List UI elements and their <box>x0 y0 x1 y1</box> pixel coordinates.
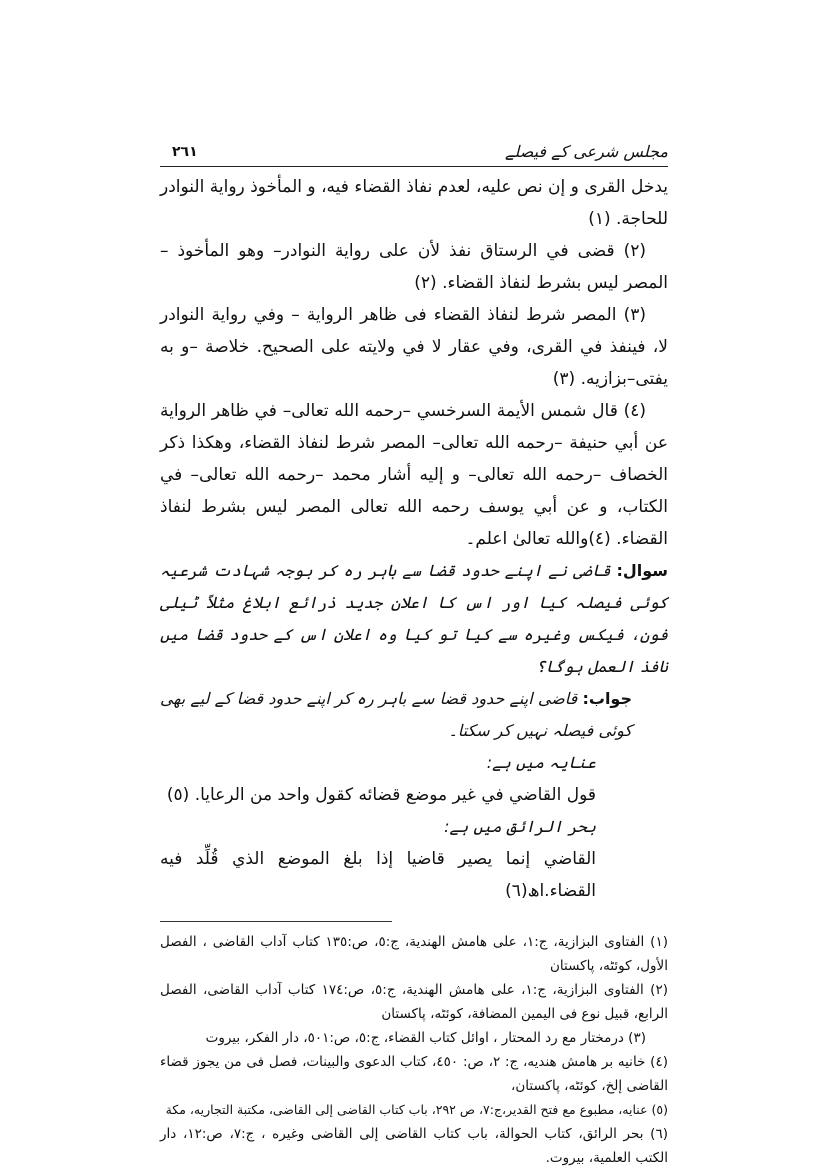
paragraph <box>160 747 668 779</box>
footnote <box>160 930 668 978</box>
page-number: ٢٦١ <box>172 144 198 160</box>
paragraph-text: بحر الرائق میں ہے: <box>444 817 596 836</box>
question-answer-label: سوال: <box>616 561 668 580</box>
paragraph <box>160 235 668 299</box>
footnote-text: (٥) عنايه، مطبوع مع فتح القدير،ج:٧، ص ٢٩٢، باب كتاب القاضى إلى القاضى، مكتبة التجاريه، مكة <box>165 1102 668 1117</box>
paragraph-text: (٣) المصر شرط لنفاذ القضاء فى ظاهر الرواية – وفي رواية النوادر لا، فينفذ في القرى، وفي عقار لا في ولايته على الصحيح. خلاصة –و به يفتى–بزازيه. (٣) <box>160 305 668 389</box>
paragraph <box>160 843 668 907</box>
footnotes <box>160 930 668 1170</box>
page <box>160 140 668 1170</box>
footnote-text: (٦) بحر الرائق، كتاب الحوالة، باب كتاب القاضى إلى القاضى وغيره ، ج:٧، ص:١٢، دار الكتب العلمية، بيروت. <box>160 1126 668 1166</box>
footnote-text: (٢) الفتاوى البزازية، ج:١، على هامش الهندية، ج:٥، ص:١٧٤ كتاب آداب القاضى، الفصل الرابع، قبيل نوع فى اليمين المضافة، كوئٹه، پاكستان <box>160 982 668 1022</box>
paragraph-text: القاضي إنما يصير قاضيا إذا بلغ الموضع الذي قُلِّد فيه القضاء.اھ(٦) <box>160 849 596 901</box>
paragraph-text: قول القاضي في غير موضع قضائه كقول واحد من الرعايا. (٥) <box>166 785 596 805</box>
paragraph-text: (٤) قال شمس الأيمة السرخسي –رحمه الله تعالى– في ظاهر الرواية عن أبي حنيفة –رحمه الله تعالى– المصر شرط لنفاذ القضاء، وهكذا ذكر الخصاف –رحمه الله تعالى– و إليه أشار محمد –رحمه الله تعالى– في الكتاب، و عن أبي يوسف رحمه الله تعالى المصر ليس بشرط لنفاذ القضاء. (٤)والله تعالیٰ اعلم۔ <box>160 401 668 549</box>
footnote-divider <box>160 921 392 922</box>
running-title: مجلس شرعی کے فیصلے <box>505 142 668 161</box>
paragraph-text: يدخل القرى و إن نص عليه، لعدم نفاذ القضاء فيه، و المأخوذ رواية النوادر للحاجة. (١) <box>160 177 668 229</box>
paragraph <box>160 171 668 235</box>
paragraph <box>160 683 668 747</box>
paragraph-text: قاضی اپنے حدود قضا سے باہر رہ کر اپنے حدود قضا کے لیے بھی کوئی فیصلہ نہیں کر سکتا۔ <box>160 689 632 740</box>
footnote <box>160 1098 668 1122</box>
paragraph <box>160 299 668 395</box>
paragraph <box>160 811 668 843</box>
paragraph <box>160 779 668 811</box>
footnote <box>160 1026 668 1050</box>
footnote <box>160 1050 668 1098</box>
paragraph-text: (٢) قضى في الرستاق نفذ لأن على رواية النوادر– وهو المأخوذ – المصر ليس بشرط لنفاذ القضاء. (٢) <box>160 241 668 293</box>
paragraph <box>160 395 668 555</box>
footnote-text: (٣) درمختار مع رد المحتار ، اوائل كتاب القضاء، ج:٥، ص:٥٠١، دار الفكر، بيروت <box>205 1030 646 1046</box>
footnote-text: (٤) خانيه بر هامش هنديه، ج: ٢، ص: ٤٥٠، كتاب الدعوى والبينات، فصل فى من يجوز قضاء القاضى إلخ، كوئٹه، پاكستان، <box>160 1054 668 1094</box>
footnote-text: (١) الفتاوى البزازية، ج:١، على هامش الهندية، ج:٥، ص:١٣٥ كتاب آداب القاضى ، الفصل الأول، كوئٹه، پاكستان <box>160 934 668 974</box>
paragraph <box>160 555 668 683</box>
main-text <box>160 171 668 907</box>
footnote <box>160 1122 668 1170</box>
footnote <box>160 978 668 1026</box>
paragraph-text: عنایہ میں ہے: <box>486 753 596 772</box>
question-answer-label: جواب: <box>582 689 632 708</box>
page-header <box>160 140 668 167</box>
paragraph-text: قاضی نے اپنے حدود قضا سے باہر رہ کر بوجہ شہادت شرعیہ کوئی فیصلہ کیا اور اس کا اعلان جدید ذرائع ابلاغ مثلاً ٹیلی فون، فیکس وغیرہ سے کیا تو کیا وہ اعلان اس کے حدود قضا میں نافذ العمل ہوگا؟ <box>160 561 668 676</box>
